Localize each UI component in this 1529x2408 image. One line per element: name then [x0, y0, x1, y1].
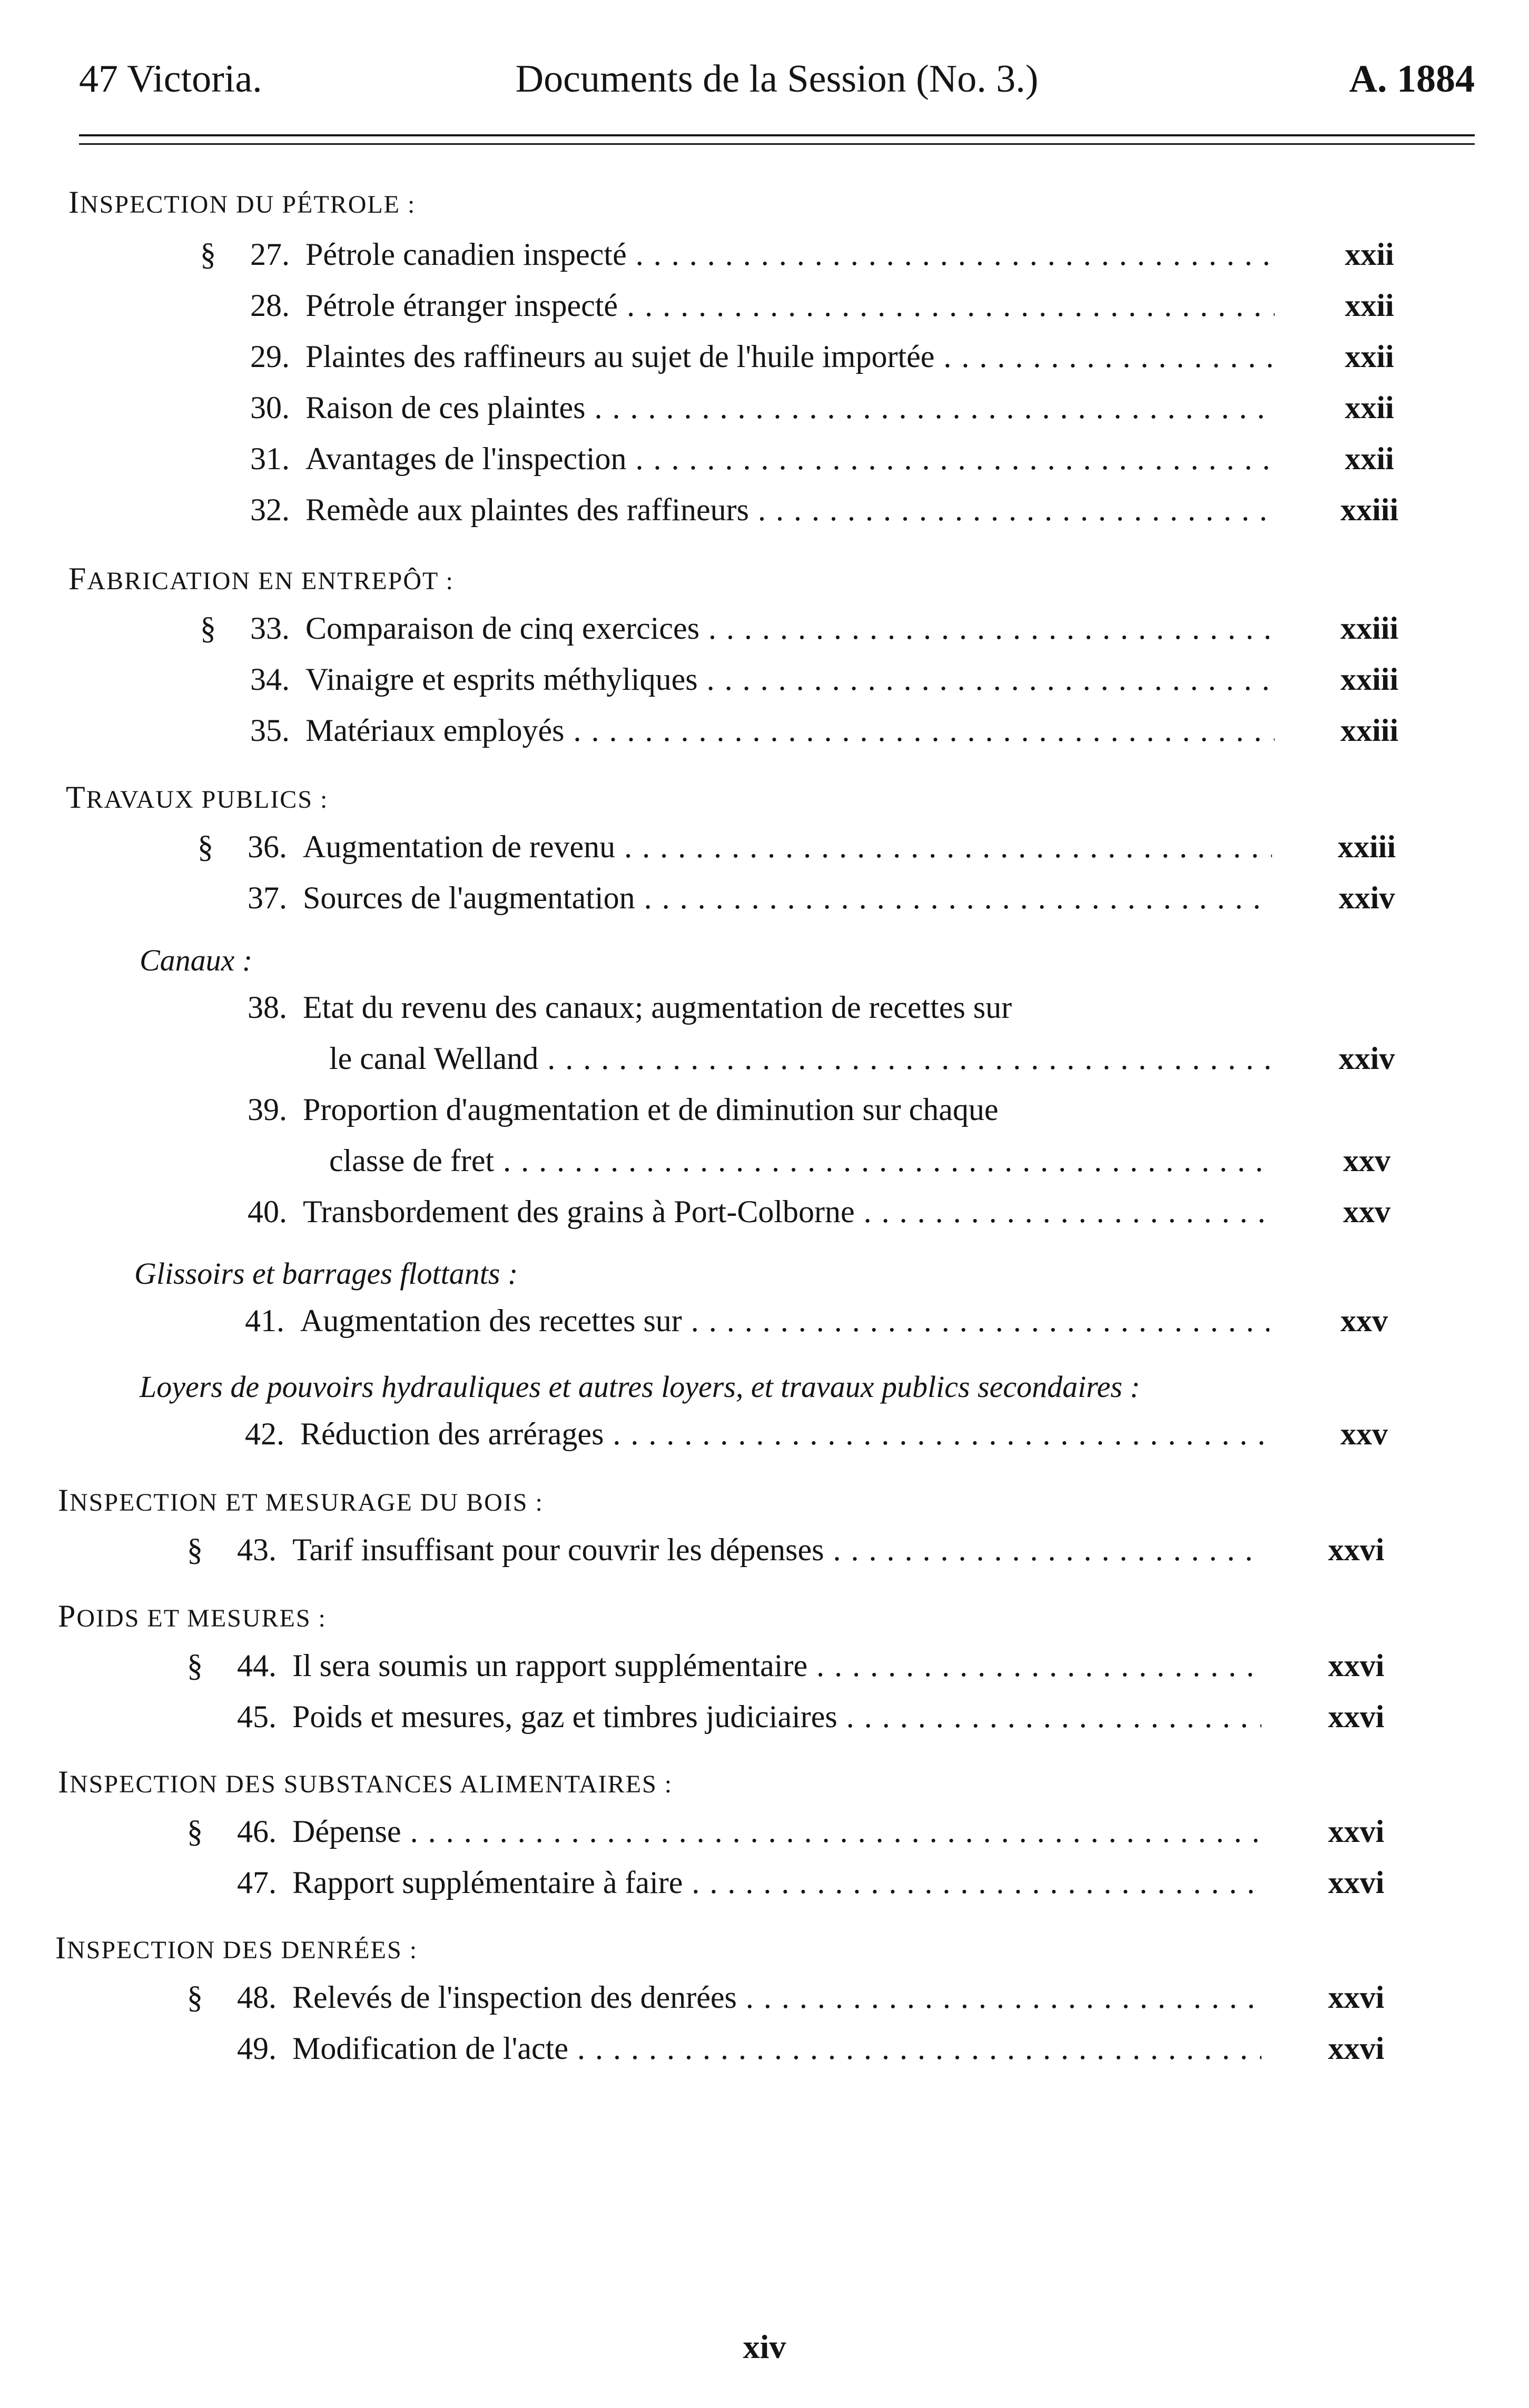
toc-entry-text: Augmentation des recettes sur . . . [300, 1295, 1269, 1346]
toc-entry-text: Remède aux plaintes des raffineurs . . . [305, 484, 1275, 535]
page-number: xiv [743, 2328, 786, 2365]
toc-entry-text: classe de fret . . . [329, 1135, 1272, 1186]
toc-entry[interactable]: § 27. Pétrole canadien inspecté . . . xxii [200, 229, 1427, 280]
toc-entry-page: xxvi [1328, 1814, 1385, 1849]
toc-entry-page: xxiv [1338, 1041, 1395, 1076]
toc-entry-page: xxii [1345, 339, 1394, 374]
toc-entry-text: Plaintes des raffineurs au sujet de l'huile importée . . . [305, 331, 1275, 382]
header-session-year: 47 Victoria. [79, 57, 262, 101]
toc-entry-page: xxvi [1328, 1980, 1385, 2015]
toc-entry-page: xxii [1345, 288, 1394, 323]
section-title-poids-mesures: POIDS ET MESURES : [58, 1599, 327, 1633]
toc-entry-page: xxv [1343, 1143, 1390, 1178]
toc-entry-page: xxvi [1328, 1532, 1385, 1567]
toc-entry[interactable]: 35. Matériaux employés . . . xxiii [200, 705, 1427, 756]
toc-entry-text: Comparaison de cinq exercices . . . [305, 603, 1275, 653]
toc-entry-page: xxv [1340, 1416, 1388, 1451]
toc-entry-page: xxii [1345, 441, 1394, 476]
header-rule-top [79, 134, 1475, 136]
toc-entry-text: Dépense . . . [292, 1806, 1261, 1857]
toc-entry-text: Rapport supplémentaire à faire . . . [292, 1857, 1261, 1908]
toc-entry-page: xxv [1343, 1194, 1390, 1229]
toc-entry-text: Tarif insuffisant pour couvrir les dépenses . . . [292, 1524, 1261, 1575]
toc-entry[interactable]: § 46. Dépense . . . xxvi [187, 1806, 1414, 1857]
toc-entry-text: Il sera soumis un rapport supplémentaire . . . [292, 1640, 1261, 1691]
toc-entry-page: xxvi [1328, 2031, 1385, 2066]
toc-entry-page: xxiii [1340, 492, 1398, 527]
toc-entry[interactable]: § 36. Augmentation de revenu . . . xxiii [198, 821, 1425, 872]
header-title: Documents de la Session (No. 3.) [515, 57, 1039, 101]
toc-entry[interactable]: 49. Modification de l'acte . . . xxvi [187, 2023, 1414, 2074]
toc-entry[interactable]: 34. Vinaigre et esprits méthyliques . . . xxiii [200, 654, 1427, 705]
subheading-glissoirs: Glissoirs et barrages flottants : [134, 1256, 518, 1291]
toc-entry[interactable]: 28. Pétrole étranger inspecté . . . xxii [200, 280, 1427, 331]
toc-entry[interactable]: § 48. Relevés de l'inspection des denrées . . . xxvi [187, 1972, 1414, 2023]
running-header [79, 47, 1475, 111]
toc-entry-page: xxii [1345, 237, 1394, 272]
toc-entry-page: xxiii [1340, 713, 1398, 748]
subheading-canaux: Canaux : [140, 943, 253, 977]
toc-entry-page: xxiii [1340, 662, 1398, 697]
toc-entry[interactable]: § 44. Il sera soumis un rapport supplémentaire . . . xxvi [187, 1640, 1414, 1691]
toc-entry[interactable]: 37. Sources de l'augmentation . . . xxiv [198, 873, 1425, 923]
toc-entry-page: xxvi [1328, 1648, 1385, 1683]
toc-entry-page: xxiv [1338, 880, 1395, 915]
toc-entry-text: Avantages de l'inspection . . . [305, 433, 1275, 484]
toc-entry-page: xxvi [1328, 1699, 1385, 1734]
section-title-inspection-petrole: INSPECTION DU PÉTROLE : [68, 185, 416, 220]
toc-entry[interactable]: § 43. Tarif insuffisant pour couvrir les dépenses . . . xxvi [187, 1524, 1414, 1575]
header-document-code: A. 1884 [1349, 57, 1475, 101]
toc-entry-line1[interactable]: 38. Etat du revenu des canaux; augmentation de recettes sur [198, 982, 1425, 1033]
toc-entry-text: Matériaux employés . . . [305, 705, 1275, 756]
toc-entry-text: le canal Welland . . . [329, 1033, 1272, 1084]
toc-entry-page: xxvi [1328, 1865, 1385, 1900]
toc-entry[interactable]: 32. Remède aux plaintes des raffineurs . . . xxiii [200, 484, 1427, 535]
subheading-loyers: Loyers de pouvoirs hydrauliques et autres loyers, et travaux publics secondaires : [140, 1370, 1140, 1404]
toc-entry[interactable]: 47. Rapport supplémentaire à faire . . . xxvi [187, 1857, 1414, 1908]
toc-entry-page: xxii [1345, 390, 1394, 425]
section-title-inspection-denrees: INSPECTION DES DENRÉES : [55, 1930, 418, 1965]
toc-entry-text: Proportion d'augmentation et de diminution sur chaque [303, 1092, 999, 1127]
toc-entry[interactable]: § 33. Comparaison de cinq exercices . . . xxiii [200, 603, 1427, 653]
toc-entry-line2[interactable] [198, 1135, 1425, 1186]
toc-entry[interactable]: 31. Avantages de l'inspection . . . xxii [200, 433, 1427, 484]
toc-entry-page: xxiii [1337, 829, 1396, 864]
header-rule-bottom [79, 143, 1475, 145]
section-title-substances-alimentaires: INSPECTION DES SUBSTANCES ALIMENTAIRES : [58, 1765, 673, 1799]
toc-entry[interactable]: 42. Réduction des arrérages . . . xxv [195, 1409, 1422, 1459]
toc-entry-text: Réduction des arrérages . . . [300, 1409, 1269, 1459]
toc-entry-text: Transbordement des grains à Port-Colborne . . . [303, 1186, 1272, 1237]
toc-entry-text: Poids et mesures, gaz et timbres judiciaires . . . [292, 1691, 1261, 1742]
toc-entry[interactable]: 45. Poids et mesures, gaz et timbres judiciaires . . . xxvi [187, 1691, 1414, 1742]
toc-entry-text: Vinaigre et esprits méthyliques . . . [305, 654, 1275, 705]
toc-entry-text: Relevés de l'inspection des denrées . . . [292, 1972, 1261, 2023]
toc-entry[interactable]: 41. Augmentation des recettes sur . . . xxv [195, 1295, 1422, 1346]
section-title-fabrication-entrepot: FABRICATION EN ENTREPÔT : [68, 561, 454, 596]
toc-entry[interactable]: 30. Raison de ces plaintes . . . xxii [200, 382, 1427, 433]
toc-entry-page: xxv [1340, 1303, 1388, 1338]
toc-entry-text: Etat du revenu des canaux; augmentation de recettes sur [303, 990, 1012, 1025]
toc-entry-line1[interactable]: 39. Proportion d'augmentation et de diminution sur chaque [198, 1084, 1425, 1135]
toc-entry-text: Augmentation de revenu . . . [303, 821, 1272, 872]
toc-entry-text: Sources de l'augmentation . . . [303, 873, 1272, 923]
toc-entry-text: Pétrole étranger inspecté . . . [305, 280, 1275, 331]
toc-entry-text: Pétrole canadien inspecté . . . [305, 229, 1275, 280]
section-title-mesurage-bois: INSPECTION ET MESURAGE DU BOIS : [58, 1483, 544, 1518]
toc-entry-text: Modification de l'acte . . . [292, 2023, 1261, 2074]
toc-entry-page: xxiii [1340, 611, 1398, 646]
toc-entry-line2[interactable] [198, 1033, 1425, 1084]
toc-entry[interactable]: 29. Plaintes des raffineurs au sujet de l'huile importée . . . xxii [200, 331, 1427, 382]
toc-entry-text: Raison de ces plaintes . . . [305, 382, 1275, 433]
toc-entry[interactable]: 40. Transbordement des grains à Port-Colborne . . . xxv [198, 1186, 1425, 1237]
section-title-travaux-publics: TRAVAUX PUBLICS : [66, 780, 329, 815]
